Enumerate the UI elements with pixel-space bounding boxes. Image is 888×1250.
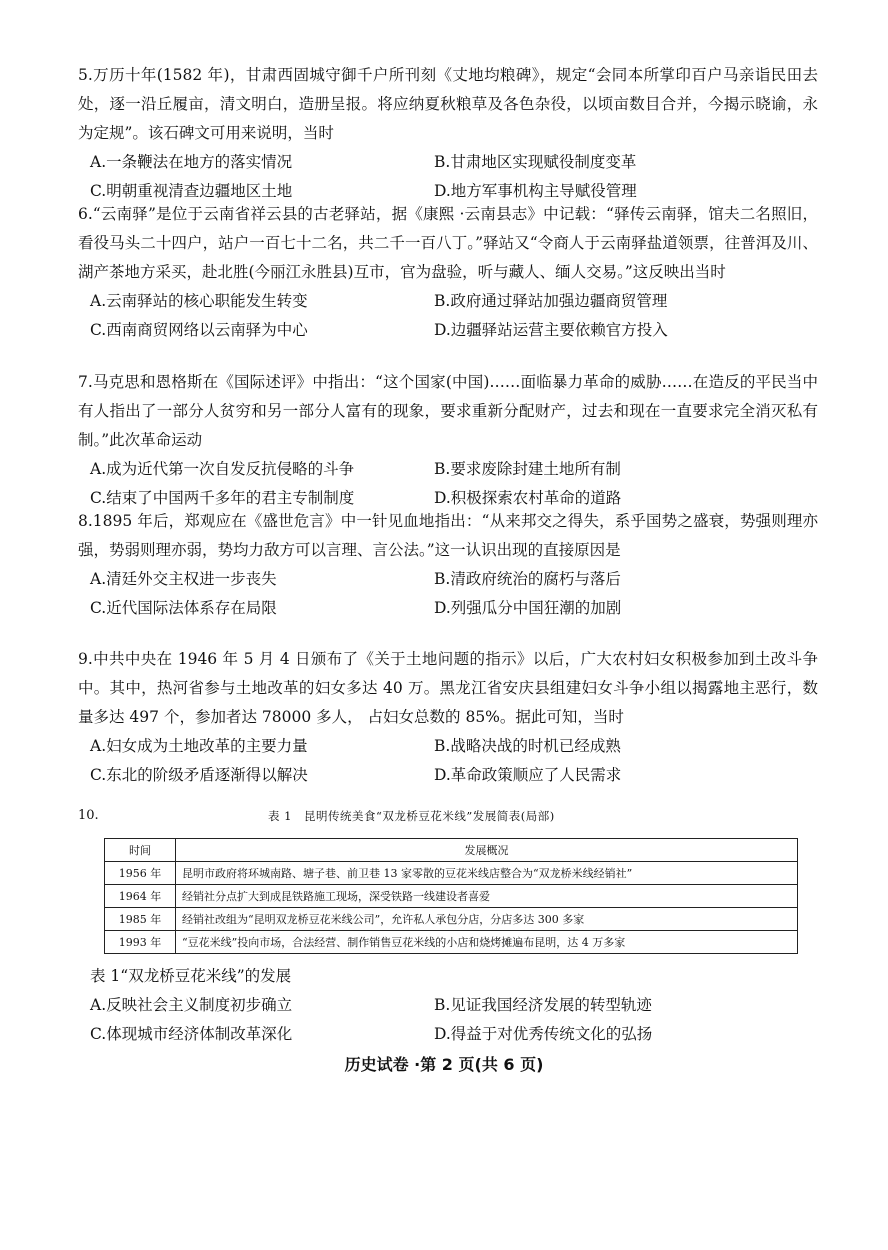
question-stem: 6.“云南驿”是位于云南省祥云县的古老驿站，据《康熙 ·云南县志》中记载：“驿传云南驿，馆夫二名照旧，看役马头二十四户，站户一百七十二名，共二千一百八丁。”驿站又“令商人于云南驿盐道领票，往普洱及川、湖产茶地方采买，赴北胜(今丽江永胜县)互市，官为盘验，听与藏人、缅人交易。”这反映出当时	[78, 205, 818, 281]
option-b: B.甘肃地区实现赋役制度变革	[434, 153, 637, 171]
cell-description: 经销社分点扩大到成昆铁路施工现场，深受铁路一线建设者喜爱	[176, 885, 798, 908]
question-7	[78, 368, 818, 513]
option-c: C.体现城市经济体制改革深化	[90, 1025, 293, 1043]
table-row	[105, 908, 798, 931]
table-row	[105, 885, 798, 908]
cell-description: “豆花米线”投向市场，合法经营、制作销售豆花米线的小店和烧烤摊遍布昆明，达 4 万多家	[176, 931, 798, 954]
question-5	[78, 61, 818, 206]
option-d: D.列强瓜分中国狂潮的加剧	[434, 599, 622, 617]
question-stem: 8.1895 年后，郑观应在《盛世危言》中一针见血地指出：“从来邦交之得失，系乎国势之盛衰，势强则理亦强，势弱则理亦弱，势均力敌方可以言理、言公法。”这一认识出现的直接原因是	[78, 512, 818, 559]
column-header-overview: 发展概况	[176, 839, 798, 862]
option-d: D.地方军事机构主导赋役管理	[434, 182, 637, 200]
option-a: A.成为近代第一次自发反抗侵略的斗争	[90, 460, 355, 478]
option-c: C.明朝重视清查边疆地区土地	[90, 182, 293, 200]
options	[90, 732, 818, 790]
question-stem: 5.万历十年(1582 年)，甘肃西固城守御千户所刊刻《丈地均粮碑》，规定“会同本所掌印百户马亲诣民田去处，逐一沿丘履亩，清文明白，造册呈报。将应纳夏秋粮草及各色杂役，以顷亩数目合并，今揭示晓谕，永为定规”。该石碑文可用来说明，当时	[78, 66, 818, 142]
question-stem: 表 1“双龙桥豆花米线”的发展	[90, 967, 292, 985]
option-c: C.东北的阶级矛盾逐渐得以解决	[90, 766, 308, 784]
table-row	[105, 931, 798, 954]
option-d: D.革命政策顺应了人民需求	[434, 766, 622, 784]
table-row	[105, 862, 798, 885]
table-caption: 表 1 昆明传统美食“双龙桥豆花米线”发展简表(局部)	[268, 809, 555, 823]
cell-year: 1964 年	[105, 885, 176, 908]
cell-year: 1993 年	[105, 931, 176, 954]
question-6	[78, 200, 818, 345]
option-b: B.见证我国经济发展的转型轨迹	[434, 996, 652, 1014]
option-a: A.反映社会主义制度初步确立	[90, 996, 293, 1014]
option-d: D.积极探索农村革命的道路	[434, 489, 622, 507]
question-9	[78, 645, 818, 790]
option-a: A.妇女成为土地改革的主要力量	[90, 737, 308, 755]
question-10	[78, 962, 818, 1049]
cell-description: 昆明市政府将环城南路、塘子巷、前卫巷 13 家零散的豆花米线店整合为“双龙桥米线经销社”	[176, 862, 798, 885]
table-header-row	[105, 839, 798, 862]
question-10-number: 10.	[78, 808, 99, 823]
option-a: A.一条鞭法在地方的落实情况	[90, 153, 293, 171]
development-table	[104, 838, 798, 954]
options	[90, 565, 818, 623]
option-b: B.政府通过驿站加强边疆商贸管理	[434, 292, 668, 310]
option-b: B.要求废除封建土地所有制	[434, 460, 621, 478]
page-footer: 历史试卷 ·第 2 页(共 6 页)	[344, 1055, 544, 1074]
cell-year: 1985 年	[105, 908, 176, 931]
options	[90, 991, 818, 1049]
cell-description: 经销社改组为“昆明双龙桥豆花米线公司”，允许私人承包分店，分店多达 300 多家	[176, 908, 798, 931]
question-8	[78, 507, 818, 623]
option-c: C.结束了中国两千多年的君主专制制度	[90, 489, 355, 507]
cell-year: 1956 年	[105, 862, 176, 885]
question-stem: 7.马克思和恩格斯在《国际述评》中指出：“这个国家(中国)……面临暴力革命的威胁……在造反的平民当中有人指出了一部分人贫穷和另一部分人富有的现象，要求重新分配财产，过去和现在一直要求完全消灭私有制。”此次革命运动	[78, 373, 818, 449]
options	[90, 287, 818, 345]
option-c: C.近代国际法体系存在局限	[90, 599, 277, 617]
options	[90, 148, 818, 206]
question-stem: 9.中共中央在 1946 年 5 月 4 日颁布了《关于土地问题的指示》以后，广大农村妇女积极参加到土改斗争中。其中，热河省参与土地改革的妇女多达 40 万。黑龙江省安庆县组建妇女斗争小组以揭露地主恶行，数量多达 497 个，参加者达 78000 多人， 占妇女总数的 85%。据此可知，当时	[78, 650, 818, 726]
options	[90, 455, 818, 513]
option-a: A.清廷外交主权进一步丧失	[90, 570, 277, 588]
option-c: C.西南商贸网络以云南驿为中心	[90, 321, 308, 339]
option-d: D.边疆驿站运营主要依赖官方投入	[434, 321, 668, 339]
option-b: B.战略决战的时机已经成熟	[434, 737, 621, 755]
option-a: A.云南驿站的核心职能发生转变	[90, 292, 308, 310]
option-d: D.得益于对优秀传统文化的弘扬	[434, 1025, 653, 1043]
column-header-time: 时间	[105, 839, 176, 862]
option-b: B.清政府统治的腐朽与落后	[434, 570, 621, 588]
